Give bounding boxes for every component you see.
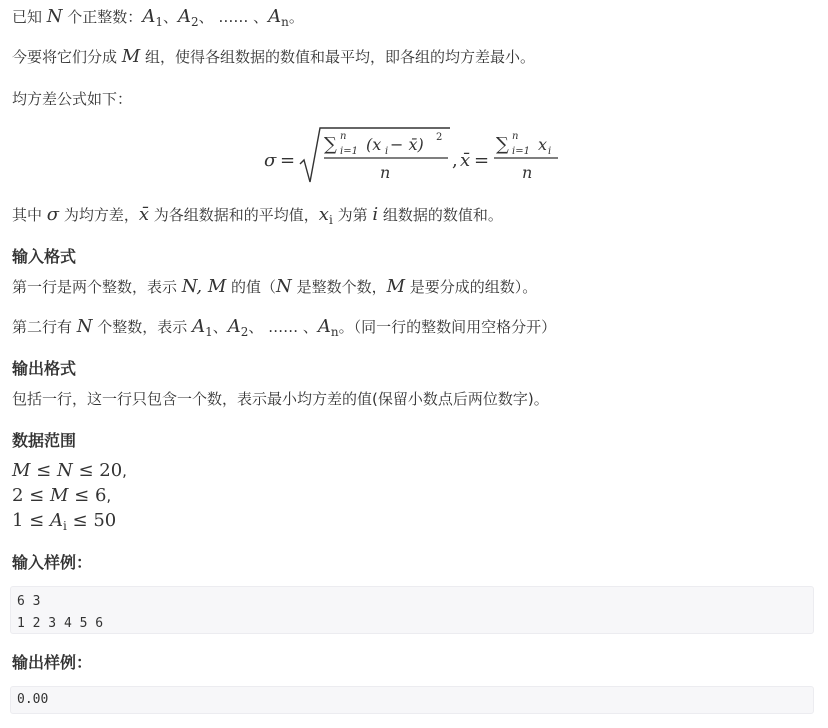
sub-1: 1 [205,325,213,339]
text: 的值（ [226,278,277,296]
square-exponent: 2 [436,132,443,143]
range-op: ≤ [23,510,50,531]
range-tail: , [122,462,127,480]
range-op: ≤ [72,460,100,481]
sum-upper: n [340,131,347,142]
comma: , [452,150,458,171]
range-term: 20 [99,460,123,481]
var-A1: A [142,6,156,27]
equals: = [280,150,296,171]
range-line-2 [12,485,111,507]
var-N: N [276,276,292,297]
var-A2: A [227,316,241,337]
range-term: A [49,510,63,531]
text: 为均方差， [59,206,139,224]
range-term: M [12,460,31,481]
task-rest: 组，使得各组数据的数值和最平均，即各组的均方差最小。 [140,48,535,66]
text: 是整数个数， [291,278,387,296]
var-M: M [121,46,141,67]
formula-intro: 均方差公式如下： [12,90,133,108]
var-An: A [317,316,331,337]
variance-formula [264,122,564,190]
task-prefix: 今要将它们分成 [12,48,122,66]
var-i: i [372,204,379,225]
sub-n: n [281,15,289,29]
intro-mid: 个正整数： [62,8,143,26]
var-A2: A [177,6,191,27]
sigma-symbol: σ [264,150,277,171]
sum-upper-2: n [512,131,519,142]
heading-input-format: 输入格式 [12,247,77,266]
text: 第二行有 [12,318,77,336]
symbol-explanation [12,204,503,227]
separator: 、 [162,8,178,26]
separator-ellipsis: 、 …… 、 [198,8,269,26]
sub-i: i [328,213,333,227]
sample-input-line: 1 2 3 4 5 6 [17,616,104,631]
minus-xbar: − x̄) [390,135,424,154]
sample-input-block[interactable] [10,586,814,634]
separator-ellipsis: 、 …… 、 [248,318,318,336]
task-line [12,46,535,68]
sub-n: n [330,325,339,339]
range-tail: , [106,487,112,505]
sub-i: i [62,519,67,533]
range-term: 50 [93,510,117,531]
var-NM: N, M [181,276,227,297]
sub-2: 2 [240,325,249,339]
sum-lower: i=1 [340,146,358,157]
text: 第一行是两个整数，表示 [12,278,182,296]
range-op: ≤ [66,510,94,531]
xbar: x̄ [138,204,150,225]
range-term: 6 [94,485,107,506]
xbar-symbol: x̄ [460,150,471,171]
intro-prefix: 已知 [12,8,47,26]
range-term: 1 [12,510,24,531]
range-op: ≤ [23,485,50,506]
range-term: M [49,485,69,506]
xi-subscript-2: i [548,146,552,157]
text: 组数据的数值和。 [378,206,503,224]
equals-2: = [474,150,490,171]
var-An: A [268,6,282,27]
xi-term: (x [366,135,382,154]
range-line-1 [12,460,127,482]
var-M: M [386,276,406,297]
text: 为第 [332,206,373,224]
range-op: ≤ [68,485,95,506]
heading-data-range: 数据范围 [12,431,77,450]
text: 个整数，表示 [92,318,193,336]
var-A1: A [192,316,206,337]
text: 为各组数据和的平均值， [149,206,319,224]
text: 其中 [12,206,47,224]
text: 是要分成的组数）。 [405,278,538,296]
range-op: ≤ [30,460,57,481]
sum-lower-2: i=1 [512,146,530,157]
range-term: 2 [12,485,24,506]
output-description: 包括一行，这一行只包含一个数，表示最小均方差的值(保留小数点后两位数字)。 [12,390,549,408]
separator: 、 [212,318,228,336]
var-N: N [76,316,93,337]
range-term: N [56,460,73,481]
intro-line [12,6,304,29]
text: 。（同一行的整数间用空格分开） [338,318,557,336]
input-line-2 [12,316,556,339]
intro-end: 。 [288,8,304,26]
xi-subscript: i [385,146,389,157]
sample-output-block[interactable] [10,686,814,714]
sum-symbol: ∑ [324,134,337,155]
var-x: x [318,204,329,225]
denominator-2: n [522,163,533,182]
sub-1: 1 [155,15,163,29]
denominator: n [380,163,391,182]
sum-symbol-2: ∑ [496,134,509,155]
var-N: N [46,6,63,27]
heading-sample-input: 输入样例： [12,553,93,572]
sample-output-line: 0.00 [17,692,49,707]
xi-term-2: x [538,135,548,154]
sigma: σ [46,204,60,225]
heading-sample-output: 输出样例： [12,653,93,672]
sample-input-line: 6 3 [17,594,41,609]
range-line-3 [12,510,116,533]
heading-output-format: 输出格式 [12,359,77,378]
sub-2: 2 [190,15,199,29]
input-line-1 [12,276,537,298]
